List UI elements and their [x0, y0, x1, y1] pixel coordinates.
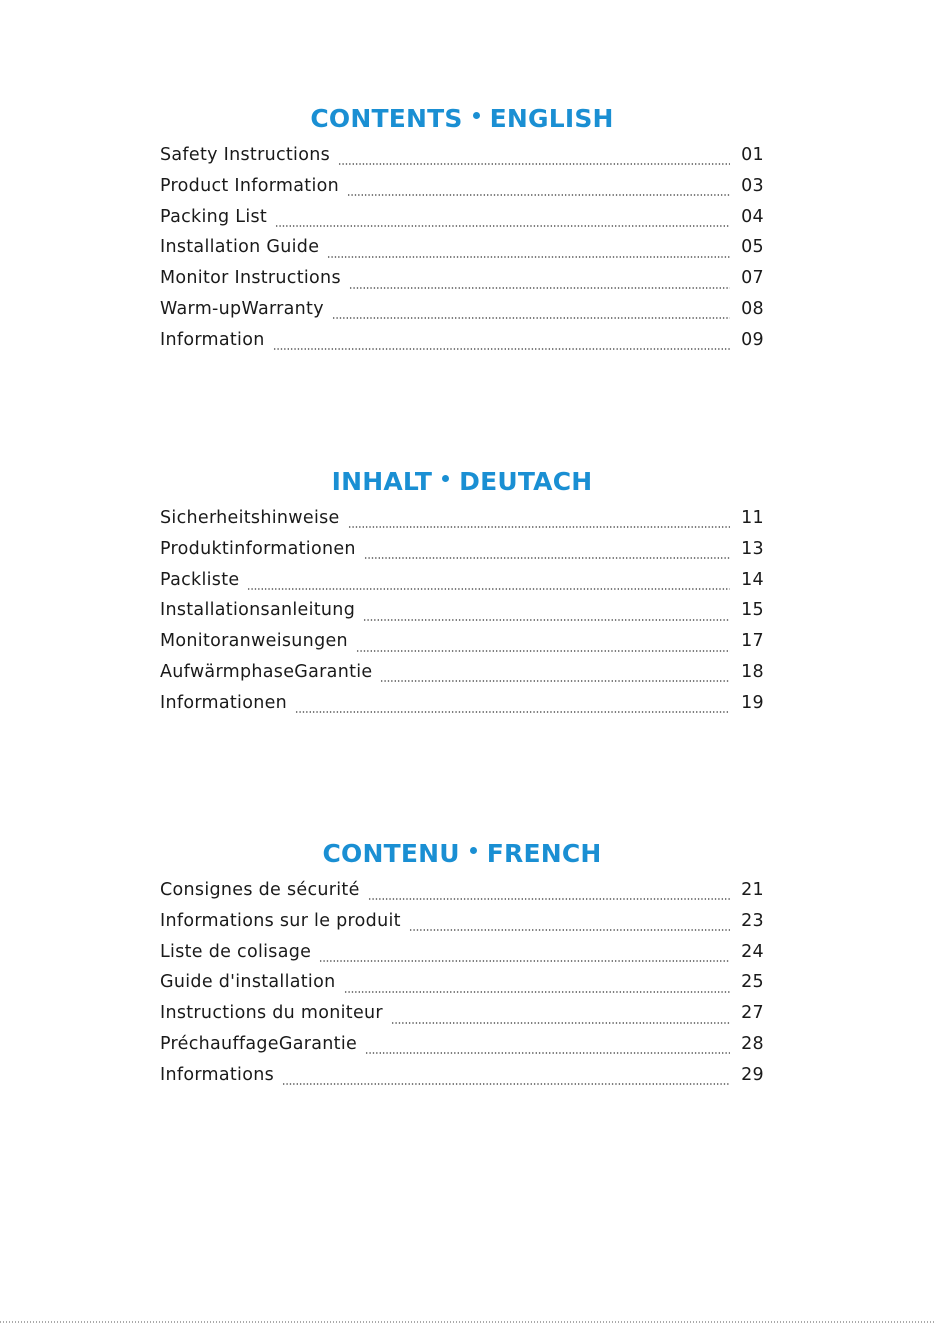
- toc-entry[interactable]: [160, 145, 764, 176]
- toc-entry[interactable]: [160, 911, 764, 942]
- toc-entry[interactable]: [160, 176, 764, 207]
- toc-entry-page: 17: [741, 631, 764, 652]
- toc-entry-label: Installationsanleitung: [160, 600, 356, 621]
- toc-entry-label: Warm-upWarranty: [160, 298, 324, 319]
- toc-entry[interactable]: [160, 508, 764, 539]
- toc-entry[interactable]: [160, 570, 764, 601]
- dot-leader: [247, 588, 730, 590]
- toc-entry-page: 21: [741, 880, 764, 900]
- bullet-dot-icon: [473, 112, 480, 119]
- dot-leader: [282, 1083, 730, 1085]
- toc-entry-label: Informations: [160, 1064, 275, 1085]
- toc-entry-page: 01: [741, 145, 764, 165]
- heading-language-label: ENGLISH: [489, 104, 614, 133]
- toc-entry[interactable]: [160, 207, 764, 238]
- toc-entry-label: Product Information: [160, 175, 340, 196]
- toc-list: [160, 880, 764, 1096]
- toc-entry[interactable]: [160, 1003, 764, 1034]
- toc-entry[interactable]: [160, 662, 764, 693]
- toc-entry[interactable]: [160, 600, 764, 631]
- toc-entry[interactable]: [160, 539, 764, 570]
- toc-entry-page: 13: [741, 538, 764, 559]
- dot-leader: [344, 991, 731, 993]
- dot-leader: [363, 619, 730, 621]
- toc-entry[interactable]: [160, 693, 764, 724]
- section-heading: [160, 839, 764, 869]
- toc-entry[interactable]: [160, 880, 764, 911]
- heading-contents-label: CONTENU: [322, 839, 460, 868]
- toc-entry-label: Informationen: [160, 692, 288, 713]
- dot-leader: [347, 194, 730, 196]
- dot-leader: [368, 898, 730, 900]
- dot-leader: [364, 557, 730, 559]
- dot-leader: [327, 256, 730, 258]
- toc-entry-page: 24: [741, 941, 764, 962]
- toc-entry-label: Packing List: [160, 206, 268, 227]
- dot-leader: [332, 317, 730, 319]
- dot-leader: [349, 287, 730, 289]
- toc-entry-label: Instructions du moniteur: [160, 1003, 383, 1024]
- heading-language-label: FRENCH: [486, 839, 602, 868]
- toc-entry-label: Informations sur le produit: [160, 910, 401, 931]
- dot-leader: [409, 929, 730, 931]
- toc-entry-page: 14: [741, 569, 764, 590]
- toc-entry-label: Liste de colisage: [160, 941, 312, 962]
- toc-entry-label: Monitoranweisungen: [160, 631, 348, 652]
- toc-entry-label: AufwärmphaseGarantie: [160, 661, 373, 682]
- toc-entry-page: 08: [741, 298, 764, 319]
- dot-leader: [275, 225, 730, 227]
- dot-leader: [391, 1022, 730, 1024]
- section-heading: [160, 104, 764, 134]
- toc-list: [160, 508, 764, 724]
- heading-contents-label: INHALT: [331, 467, 433, 496]
- toc-entry[interactable]: [160, 237, 764, 268]
- toc-entry-page: 27: [741, 1003, 764, 1024]
- toc-entry[interactable]: [160, 1065, 764, 1096]
- toc-list: [160, 145, 764, 361]
- toc-entry[interactable]: [160, 299, 764, 330]
- toc-entry-label: Installation Guide: [160, 237, 320, 258]
- dot-leader: [348, 526, 730, 528]
- toc-entry[interactable]: [160, 942, 764, 973]
- bullet-dot-icon: [470, 847, 477, 854]
- toc-entry-label: Sicherheitshinweise: [160, 508, 340, 528]
- dot-leader: [356, 650, 730, 652]
- toc-entry-label: Monitor Instructions: [160, 268, 341, 289]
- toc-entry-label: Packliste: [160, 569, 240, 590]
- toc-entry-page: 07: [741, 268, 764, 289]
- toc-entry-page: 18: [741, 661, 764, 682]
- dot-leader: [319, 960, 730, 962]
- toc-entry-page: 03: [741, 175, 764, 196]
- dot-leader: [338, 163, 730, 165]
- toc-entry-page: 25: [741, 972, 764, 993]
- toc-entry-label: Consignes de sécurité: [160, 880, 360, 900]
- heading-language-label: DEUTACH: [459, 467, 593, 496]
- toc-entry-page: 29: [741, 1064, 764, 1085]
- toc-entry[interactable]: [160, 1034, 764, 1065]
- section-heading: [160, 467, 764, 497]
- toc-entry[interactable]: [160, 631, 764, 662]
- heading-contents-label: CONTENTS: [310, 104, 463, 133]
- toc-entry[interactable]: [160, 972, 764, 1003]
- toc-entry-page: 05: [741, 237, 764, 258]
- toc-entry-label: Produktinformationen: [160, 538, 356, 559]
- dot-leader: [380, 680, 730, 682]
- bullet-dot-icon: [442, 475, 449, 482]
- dot-leader: [273, 348, 730, 350]
- toc-entry-page: 23: [741, 910, 764, 931]
- toc-entry-label: Information: [160, 329, 265, 350]
- toc-entry-label: Safety Instructions: [160, 145, 331, 165]
- toc-entry-page: 15: [741, 600, 764, 621]
- toc-entry-page: 28: [741, 1033, 764, 1054]
- toc-entry[interactable]: [160, 330, 764, 361]
- toc-entry-page: 09: [741, 329, 764, 350]
- toc-entry-page: 19: [741, 692, 764, 713]
- toc-entry[interactable]: [160, 268, 764, 299]
- toc-entry-label: Guide d'installation: [160, 972, 336, 993]
- toc-entry-page: 11: [741, 508, 764, 528]
- toc-entry-label: PréchauffageGarantie: [160, 1033, 358, 1054]
- dot-leader: [365, 1052, 730, 1054]
- toc-entry-page: 04: [741, 206, 764, 227]
- dot-leader: [295, 711, 730, 713]
